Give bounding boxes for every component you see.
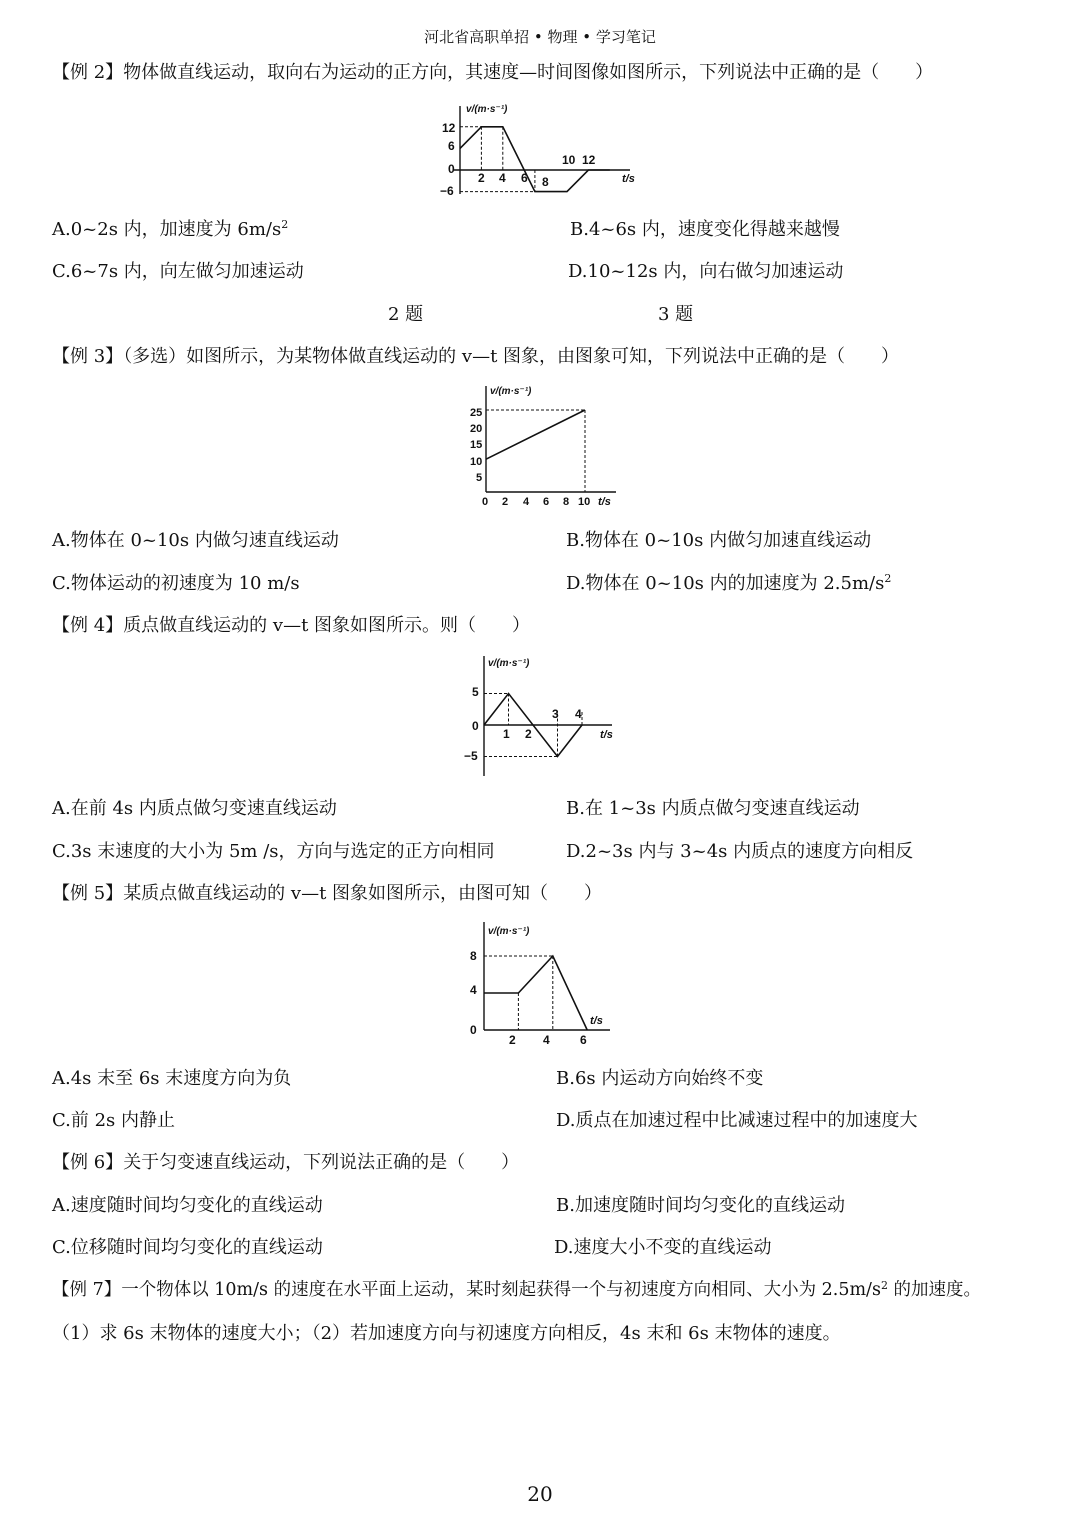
ex5-label: 【例 5】 bbox=[52, 883, 124, 904]
y-tick-0: 0 bbox=[472, 719, 479, 733]
ex4-question bbox=[52, 617, 530, 635]
x-tick-10: 10 bbox=[578, 496, 591, 508]
ex5-option-a[interactable]: A.4s 末至 6s 末速度方向为负 bbox=[52, 1068, 292, 1089]
ex3-stem: （多选）如图所示，为某物体做直线运动的 v—t 图象，由图象可知，下列说法中正确的是（ ） bbox=[123, 346, 900, 367]
fig-ex2-vt-graph bbox=[432, 100, 652, 200]
x-tick-12: 12 bbox=[582, 153, 596, 167]
x-tick-0: 0 bbox=[482, 496, 489, 508]
ex5-option-c[interactable]: C.前 2s 内静止 bbox=[52, 1110, 175, 1131]
x-tick-4: 4 bbox=[543, 1033, 550, 1047]
ex7-stem-sup: 2 bbox=[880, 1279, 888, 1292]
y-tick-6: 6 bbox=[448, 139, 455, 153]
ex2-label: 【例 2】 bbox=[52, 62, 124, 83]
ex2-option-c[interactable]: C.6~7s 内，向左做匀加速运动 bbox=[52, 261, 304, 282]
y-axis-label: v/(m·s⁻¹) bbox=[488, 658, 530, 669]
velocity-line bbox=[486, 410, 585, 459]
x-tick-2: 2 bbox=[525, 727, 532, 741]
y-tick-neg5: −5 bbox=[464, 749, 478, 763]
ex4-option-a[interactable]: A.在前 4s 内质点做匀变速直线运动 bbox=[52, 798, 337, 819]
ex6-label: 【例 6】 bbox=[52, 1152, 124, 1173]
y-tick-4: 4 bbox=[470, 983, 477, 997]
ex3-option-d-sup: 2 bbox=[884, 572, 892, 585]
y-tick-25: 25 bbox=[470, 407, 483, 419]
ex3-option-d-text: D.物体在 0~10s 内的加速度为 2.5m/s bbox=[566, 573, 885, 594]
ex6-option-d[interactable]: D.速度大小不变的直线运动 bbox=[554, 1237, 772, 1258]
ex2-option-a-sup: 2 bbox=[281, 218, 289, 231]
ex3-option-d[interactable] bbox=[566, 572, 892, 594]
y-tick-neg6: −6 bbox=[440, 184, 454, 198]
page-header: 河北省高职单招 • 物理 • 学习笔记 bbox=[424, 28, 656, 46]
y-tick-12: 12 bbox=[442, 121, 456, 135]
x-tick-3: 3 bbox=[552, 707, 559, 721]
ex6-option-a[interactable]: A.速度随时间均匀变化的直线运动 bbox=[52, 1195, 323, 1216]
ex2-option-d[interactable]: D.10~12s 内，向右做匀加速运动 bbox=[568, 261, 844, 282]
y-axis-label: v/(m·s⁻¹) bbox=[488, 926, 530, 937]
x-tick-8: 8 bbox=[563, 496, 570, 508]
y-tick-0: 0 bbox=[470, 1023, 477, 1037]
ex2-option-b[interactable]: B.4~6s 内，速度变化得越来越慢 bbox=[570, 219, 840, 240]
page-number: 20 bbox=[527, 1482, 553, 1506]
y-tick-20: 20 bbox=[470, 423, 483, 435]
x-tick-6: 6 bbox=[521, 171, 528, 185]
x-tick-2: 2 bbox=[509, 1033, 516, 1047]
ex2-note-right: 3 题 bbox=[658, 304, 694, 325]
ex3-option-c[interactable]: C.物体运动的初速度为 10 m/s bbox=[52, 573, 300, 594]
x-tick-6: 6 bbox=[580, 1033, 587, 1047]
x-tick-10: 10 bbox=[562, 153, 576, 167]
y-tick-15: 15 bbox=[470, 439, 483, 451]
ex6-question bbox=[52, 1154, 519, 1172]
x-tick-4: 4 bbox=[575, 707, 582, 721]
ex7-line2: （1）求 6s 末物体的速度大小；（2）若加速度方向与初速度方向相反，4s 末和 6s 末物体的速度。 bbox=[52, 1323, 841, 1344]
ex4-option-d[interactable]: D.2~3s 内与 3~4s 内质点的速度方向相反 bbox=[566, 841, 914, 862]
ex3-option-b[interactable]: B.物体在 0~10s 内做匀加速直线运动 bbox=[566, 530, 872, 551]
x-axis-label: t/s bbox=[622, 173, 635, 185]
x-tick-4: 4 bbox=[523, 496, 530, 508]
ex7-stem-b: 的加速度。 bbox=[887, 1280, 981, 1300]
y-tick-10: 10 bbox=[470, 456, 483, 468]
ex5-option-b[interactable]: B.6s 内运动方向始终不变 bbox=[556, 1068, 764, 1089]
ex3-question bbox=[52, 348, 899, 366]
ex5-option-d[interactable]: D.质点在加速过程中比减速过程中的加速度大 bbox=[556, 1110, 918, 1131]
x-tick-4: 4 bbox=[499, 171, 506, 185]
ex6-option-c[interactable]: C.位移随时间均匀变化的直线运动 bbox=[52, 1237, 323, 1258]
velocity-line bbox=[484, 956, 587, 1030]
x-axis-label: t/s bbox=[590, 1015, 603, 1027]
fig-ex3-vt-graph bbox=[458, 380, 628, 512]
fig-ex5-vt-graph bbox=[460, 918, 620, 1048]
x-tick-2: 2 bbox=[502, 496, 509, 508]
ex2-option-a-text: A.0~2s 内，加速度为 6m/s bbox=[52, 219, 282, 240]
ex4-option-c[interactable]: C.3s 末速度的大小为 5m /s，方向与选定的正方向相同 bbox=[52, 841, 495, 862]
ex5-question bbox=[52, 885, 602, 903]
x-tick-6: 6 bbox=[543, 496, 550, 508]
ex3-option-a[interactable]: A.物体在 0~10s 内做匀速直线运动 bbox=[52, 530, 339, 551]
ex7-label: 【例 7】 bbox=[52, 1280, 122, 1300]
ex4-stem: 质点做直线运动的 v—t 图象如图所示。则（ ） bbox=[123, 615, 531, 636]
x-tick-1: 1 bbox=[503, 727, 510, 741]
ex2-option-a[interactable] bbox=[52, 218, 289, 240]
ex2-stem: 物体做直线运动，取向右为运动的正方向，其速度—时间图像如图所示，下列说法中正确的是（ ） bbox=[123, 62, 934, 83]
ex6-option-b[interactable]: B.加速度随时间均匀变化的直线运动 bbox=[556, 1195, 845, 1216]
ex5-stem: 某质点做直线运动的 v—t 图象如图所示，由图可知（ ） bbox=[123, 883, 603, 904]
ex4-option-b[interactable]: B.在 1~3s 内质点做匀变速直线运动 bbox=[566, 798, 860, 819]
ex2-note-left: 2 题 bbox=[388, 304, 424, 325]
y-tick-0: 0 bbox=[448, 162, 455, 176]
ex7-stem-a: 一个物体以 10m/s 的速度在水平面上运动，某时刻起获得一个与初速度方向相同、大小为 2.5m/s bbox=[121, 1280, 881, 1300]
x-axis-label: t/s bbox=[600, 729, 613, 741]
y-axis-label: v/(m·s⁻¹) bbox=[466, 104, 508, 115]
ex4-label: 【例 4】 bbox=[52, 615, 124, 636]
ex6-stem: 关于匀变速直线运动，下列说法正确的是（ ） bbox=[123, 1152, 520, 1173]
x-tick-2: 2 bbox=[478, 171, 485, 185]
y-tick-5: 5 bbox=[472, 685, 479, 699]
ex2-question bbox=[52, 64, 933, 82]
y-axis-label: v/(m·s⁻¹) bbox=[490, 386, 532, 397]
y-tick-5: 5 bbox=[476, 472, 483, 484]
x-axis-label: t/s bbox=[598, 496, 611, 508]
fig-ex4-vt-graph bbox=[460, 652, 620, 780]
ex3-label: 【例 3】 bbox=[52, 346, 124, 367]
x-tick-8: 8 bbox=[542, 175, 549, 189]
ex7-question bbox=[52, 1279, 981, 1300]
y-tick-8: 8 bbox=[470, 949, 477, 963]
